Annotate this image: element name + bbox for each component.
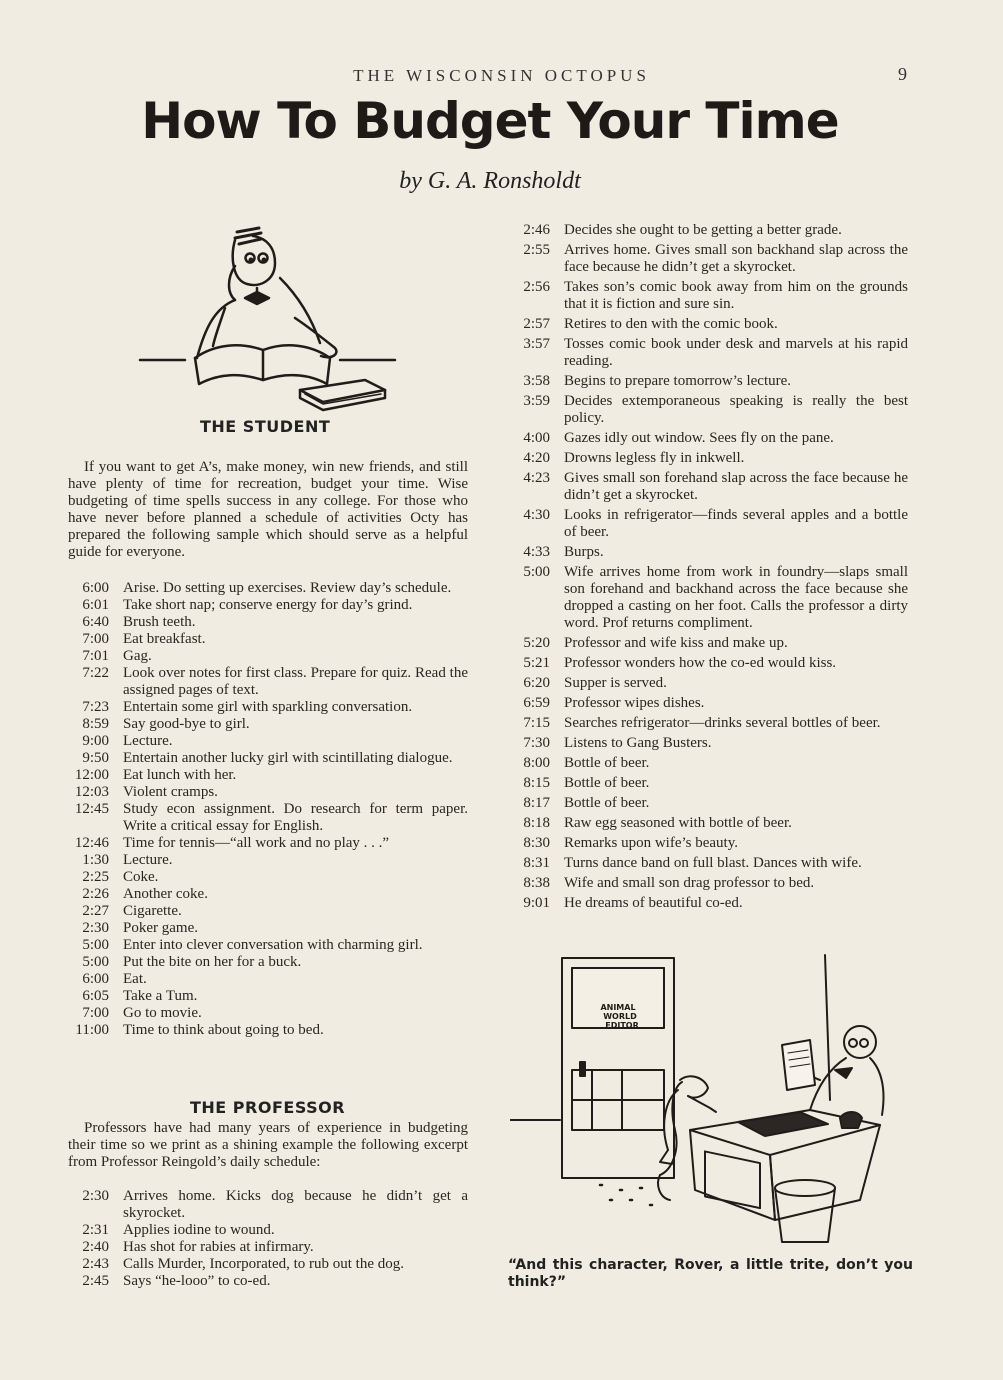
page-number: 9 bbox=[898, 64, 907, 84]
schedule-time: 5:20 bbox=[523, 635, 550, 651]
schedule-entry bbox=[66, 920, 468, 937]
schedule-activity: Brush teeth. bbox=[123, 614, 196, 630]
schedule-activity: Calls Murder, Incorporated, to rub out the dog. bbox=[123, 1256, 405, 1272]
schedule-entry bbox=[66, 699, 468, 716]
schedule-time: 8:38 bbox=[523, 875, 550, 891]
schedule-time: 9:00 bbox=[82, 733, 109, 749]
schedule-entry bbox=[66, 1005, 468, 1022]
schedule-time: 2:40 bbox=[82, 1239, 109, 1255]
schedule-activity: Eat lunch with her. bbox=[123, 767, 237, 783]
schedule-entry bbox=[500, 695, 908, 712]
student-schedule bbox=[66, 580, 468, 1039]
schedule-entry bbox=[66, 971, 468, 988]
schedule-entry bbox=[66, 1022, 468, 1039]
schedule-time: 6:59 bbox=[523, 695, 550, 711]
schedule-entry bbox=[66, 750, 468, 767]
masthead: THE WISCONSIN OCTOPUS bbox=[353, 66, 650, 85]
schedule-entry bbox=[66, 1188, 468, 1222]
schedule-activity: Study econ assignment. Do research for term paper. Write a critical essay for English. bbox=[123, 801, 468, 834]
schedule-time: 12:00 bbox=[74, 767, 109, 783]
schedule-activity: Arise. Do setting up exercises. Review day’s schedule. bbox=[123, 580, 452, 596]
schedule-entry bbox=[500, 895, 908, 912]
schedule-activity: Begins to prepare tomorrow’s lecture. bbox=[564, 373, 792, 389]
schedule-activity: Takes son’s comic book away from him on the grounds that it is fiction and sure sin. bbox=[564, 279, 908, 312]
student-intro: If you want to get A’s, make money, win new friends, and still have plenty of time for recreation, budget your time. Wise budgeting of time spells success in any college. For those who have never before planned a schedule of activities Octy has prepared the following sample which should serve as a helpful guide for everyone. bbox=[68, 459, 468, 560]
schedule-entry bbox=[500, 735, 908, 752]
schedule-time: 11:00 bbox=[75, 1022, 109, 1038]
schedule-time: 5:00 bbox=[82, 954, 109, 970]
schedule-time: 6:00 bbox=[82, 971, 109, 987]
schedule-activity: Another coke. bbox=[123, 886, 208, 902]
schedule-time: 7:23 bbox=[82, 699, 109, 715]
schedule-time: 7:30 bbox=[523, 735, 550, 751]
professor-schedule-part-2 bbox=[500, 219, 908, 912]
schedule-entry bbox=[500, 507, 908, 541]
schedule-entry bbox=[66, 597, 468, 614]
schedule-time: 9:50 bbox=[82, 750, 109, 766]
schedule-entry bbox=[66, 580, 468, 597]
schedule-activity: Decides she ought to be getting a better grade. bbox=[564, 222, 842, 238]
byline: by G. A. Ronsholdt bbox=[399, 168, 581, 194]
schedule-activity: Time to think about going to bed. bbox=[123, 1022, 324, 1038]
professor-schedule-part-1 bbox=[66, 1188, 468, 1290]
schedule-entry bbox=[66, 648, 468, 665]
schedule-activity: He dreams of beautiful co-ed. bbox=[564, 895, 743, 911]
schedule-entry bbox=[500, 470, 908, 504]
schedule-time: 2:43 bbox=[82, 1256, 109, 1272]
schedule-entry bbox=[66, 835, 468, 852]
schedule-activity: Bottle of beer. bbox=[564, 775, 650, 791]
schedule-entry bbox=[500, 875, 908, 892]
schedule-time: 6:00 bbox=[82, 580, 109, 596]
door-sign-line-1: ANIMAL bbox=[600, 1003, 636, 1012]
schedule-activity: Says “he-looo” to co-ed. bbox=[123, 1273, 271, 1289]
schedule-entry bbox=[500, 279, 908, 313]
schedule-time: 4:33 bbox=[523, 544, 550, 560]
schedule-time: 6:05 bbox=[82, 988, 109, 1004]
schedule-activity: Turns dance band on full blast. Dances with wife. bbox=[564, 855, 862, 871]
schedule-entry bbox=[66, 937, 468, 954]
schedule-entry bbox=[66, 869, 468, 886]
schedule-activity: Listens to Gang Busters. bbox=[564, 735, 712, 751]
door-sign-line-3: EDITOR bbox=[605, 1021, 639, 1030]
schedule-time: 3:59 bbox=[523, 393, 550, 409]
schedule-entry bbox=[66, 631, 468, 648]
schedule-time: 4:00 bbox=[523, 430, 550, 446]
schedule-entry bbox=[66, 954, 468, 971]
schedule-entry bbox=[500, 544, 908, 561]
schedule-activity: Gazes idly out window. Sees fly on the pane. bbox=[564, 430, 834, 446]
schedule-activity: Supper is served. bbox=[564, 675, 667, 691]
schedule-activity: Wife and small son drag professor to bed. bbox=[564, 875, 815, 891]
schedule-activity: Go to movie. bbox=[123, 1005, 202, 1021]
schedule-activity: Enter into clever conversation with charming girl. bbox=[123, 937, 423, 953]
schedule-time: 8:15 bbox=[523, 775, 550, 791]
schedule-time: 12:45 bbox=[74, 801, 109, 817]
schedule-entry bbox=[66, 733, 468, 750]
schedule-time: 1:30 bbox=[82, 852, 109, 868]
schedule-time: 4:23 bbox=[523, 470, 550, 486]
schedule-time: 4:20 bbox=[523, 450, 550, 466]
schedule-activity: Burps. bbox=[564, 544, 604, 560]
schedule-time: 12:03 bbox=[74, 784, 109, 800]
schedule-entry bbox=[66, 716, 468, 733]
schedule-activity: Violent cramps. bbox=[123, 784, 218, 800]
schedule-entry bbox=[66, 903, 468, 920]
schedule-activity: Bottle of beer. bbox=[564, 755, 650, 771]
schedule-entry bbox=[500, 635, 908, 652]
schedule-activity: Look over notes for first class. Prepare for quiz. Read the assigned pages of text. bbox=[123, 665, 468, 698]
schedule-time: 8:18 bbox=[523, 815, 550, 831]
student-caption: THE STUDENT bbox=[200, 417, 331, 436]
schedule-time: 5:21 bbox=[523, 655, 550, 671]
schedule-time: 8:31 bbox=[523, 855, 550, 871]
schedule-time: 4:30 bbox=[523, 507, 550, 523]
schedule-activity: Drowns legless fly in inkwell. bbox=[564, 450, 745, 466]
schedule-activity: Gag. bbox=[123, 648, 152, 664]
schedule-entry bbox=[66, 1273, 468, 1290]
schedule-time: 2:31 bbox=[82, 1222, 109, 1238]
schedule-entry bbox=[500, 675, 908, 692]
schedule-entry bbox=[66, 852, 468, 869]
schedule-entry bbox=[500, 815, 908, 832]
schedule-time: 8:59 bbox=[82, 716, 109, 732]
schedule-time: 6:20 bbox=[523, 675, 550, 691]
schedule-activity: Coke. bbox=[123, 869, 159, 885]
schedule-time: 2:27 bbox=[82, 903, 109, 919]
schedule-time: 2:57 bbox=[523, 316, 550, 332]
professor-intro: Professors have had many years of experience in budgeting their time so we print as a shining example the following excerpt from Professor Reingold’s daily schedule: bbox=[68, 1120, 468, 1170]
schedule-activity: Looks in refrigerator—finds several apples and a bottle of beer. bbox=[564, 507, 908, 540]
schedule-activity: Professor and wife kiss and make up. bbox=[564, 635, 788, 651]
schedule-entry bbox=[500, 715, 908, 732]
schedule-activity: Searches refrigerator—drinks several bottles of beer. bbox=[564, 715, 881, 731]
schedule-entry bbox=[66, 1256, 468, 1273]
schedule-activity: Cigarette. bbox=[123, 903, 182, 919]
schedule-entry bbox=[500, 855, 908, 872]
schedule-activity: Wife arrives home from work in foundry—slaps small son forehand and backhand across the face because she dropped a casting on her foot. Calls the professor a dirty word. Prof returns compliment. bbox=[564, 564, 908, 631]
schedule-time: 2:30 bbox=[82, 1188, 109, 1204]
schedule-entry bbox=[500, 242, 908, 276]
schedule-time: 8:30 bbox=[523, 835, 550, 851]
schedule-entry bbox=[500, 655, 908, 672]
schedule-time: 2:56 bbox=[523, 279, 550, 295]
schedule-time: 6:01 bbox=[82, 597, 109, 613]
schedule-entry bbox=[66, 988, 468, 1005]
schedule-activity: Arrives home. Gives small son backhand slap across the face because he didn’t get a skyrocket. bbox=[564, 242, 908, 275]
schedule-entry bbox=[66, 1239, 468, 1256]
schedule-entry bbox=[500, 835, 908, 852]
schedule-time: 8:17 bbox=[523, 795, 550, 811]
schedule-activity: Decides extemporaneous speaking is really the best policy. bbox=[564, 393, 908, 426]
schedule-activity: Eat breakfast. bbox=[123, 631, 206, 647]
schedule-time: 7:00 bbox=[82, 631, 109, 647]
schedule-activity: Retires to den with the comic book. bbox=[564, 316, 778, 332]
schedule-time: 6:40 bbox=[82, 614, 109, 630]
schedule-activity: Applies iodine to wound. bbox=[123, 1222, 275, 1238]
schedule-time: 9:01 bbox=[523, 895, 550, 911]
schedule-activity: Has shot for rabies at infirmary. bbox=[123, 1239, 314, 1255]
schedule-time: 7:01 bbox=[82, 648, 109, 664]
schedule-activity: Eat. bbox=[123, 971, 147, 987]
schedule-time: 8:00 bbox=[523, 755, 550, 771]
schedule-time: 3:58 bbox=[523, 373, 550, 389]
schedule-entry bbox=[500, 430, 908, 447]
schedule-activity: Tosses comic book under desk and marvels at his rapid reading. bbox=[564, 336, 908, 369]
schedule-activity: Professor wipes dishes. bbox=[564, 695, 705, 711]
schedule-entry bbox=[66, 665, 468, 699]
schedule-entry bbox=[500, 393, 908, 427]
student-illustration bbox=[135, 218, 400, 423]
schedule-activity: Lecture. bbox=[123, 852, 173, 868]
schedule-activity: Lecture. bbox=[123, 733, 173, 749]
schedule-activity: Entertain some girl with sparkling conversation. bbox=[123, 699, 413, 715]
schedule-entry bbox=[500, 775, 908, 792]
schedule-time: 3:57 bbox=[523, 336, 550, 352]
schedule-activity: Gives small son forehand slap across the face because he didn’t get a skyrocket. bbox=[564, 470, 908, 503]
schedule-activity: Time for tennis—“all work and no play . . .” bbox=[123, 835, 390, 851]
schedule-time: 7:22 bbox=[82, 665, 109, 681]
schedule-entry bbox=[66, 784, 468, 801]
schedule-entry bbox=[500, 316, 908, 333]
schedule-activity: Take a Tum. bbox=[123, 988, 198, 1004]
schedule-time: 7:15 bbox=[523, 715, 550, 731]
schedule-activity: Entertain another lucky girl with scintillating dialogue. bbox=[123, 750, 453, 766]
article-title: How To Budget Your Time bbox=[141, 92, 839, 150]
door-sign-line-2: WORLD bbox=[603, 1012, 637, 1021]
schedule-activity: Arrives home. Kicks dog because he didn’t get a skyrocket. bbox=[123, 1188, 468, 1221]
schedule-entry bbox=[500, 222, 908, 239]
schedule-entry bbox=[66, 614, 468, 631]
schedule-time: 12:46 bbox=[74, 835, 109, 851]
schedule-entry bbox=[500, 564, 908, 632]
schedule-entry bbox=[500, 755, 908, 772]
professor-heading: THE PROFESSOR bbox=[190, 1098, 346, 1117]
schedule-activity: Bottle of beer. bbox=[564, 795, 650, 811]
cartoon-illustration bbox=[510, 950, 910, 1250]
schedule-activity: Professor wonders how the co-ed would kiss. bbox=[564, 655, 837, 671]
schedule-entry bbox=[500, 795, 908, 812]
schedule-time: 2:26 bbox=[82, 886, 109, 902]
schedule-entry bbox=[66, 801, 468, 835]
schedule-time: 7:00 bbox=[82, 1005, 109, 1021]
schedule-entry bbox=[66, 1222, 468, 1239]
schedule-entry bbox=[500, 373, 908, 390]
schedule-time: 2:30 bbox=[82, 920, 109, 936]
schedule-entry bbox=[500, 450, 908, 467]
schedule-activity: Say good-bye to girl. bbox=[123, 716, 250, 732]
schedule-activity: Raw egg seasoned with bottle of beer. bbox=[564, 815, 792, 831]
schedule-time: 2:55 bbox=[523, 242, 550, 258]
schedule-time: 2:25 bbox=[82, 869, 109, 885]
schedule-time: 5:00 bbox=[523, 564, 550, 580]
schedule-activity: Poker game. bbox=[123, 920, 198, 936]
schedule-entry bbox=[500, 336, 908, 370]
schedule-activity: Put the bite on her for a buck. bbox=[123, 954, 302, 970]
cartoon-caption: “And this character, Rover, a little trite, don’t you think?” bbox=[508, 1257, 913, 1290]
schedule-entry bbox=[66, 767, 468, 784]
schedule-activity: Remarks upon wife’s beauty. bbox=[564, 835, 738, 851]
schedule-time: 2:45 bbox=[82, 1273, 109, 1289]
schedule-time: 5:00 bbox=[82, 937, 109, 953]
schedule-time: 2:46 bbox=[523, 222, 550, 238]
schedule-entry bbox=[66, 886, 468, 903]
schedule-activity: Take short nap; conserve energy for day’s grind. bbox=[123, 597, 413, 613]
